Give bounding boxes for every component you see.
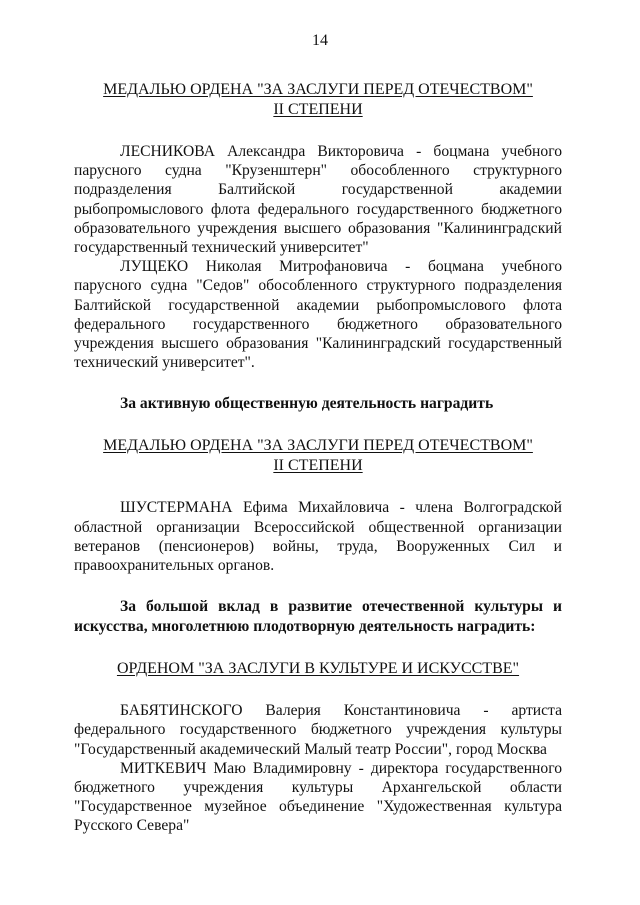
awardee-paragraph-mitkevich: МИТКЕВИЧ Маю Владимировну - директора государственного бюджетного учреждения культуры Архангельской области "Государственное музейное объединение "Художественная культура Русского Севера"	[74, 759, 562, 835]
award-heading-1-line-1: МЕДАЛЬЮ ОРДЕНА "ЗА ЗАСЛУГИ ПЕРЕД ОТЕЧЕСТВОМ"	[103, 81, 533, 98]
awardee-paragraph-shusterman: ШУСТЕРМАНА Ефима Михайловича - члена Волгоградской областной организации Всероссийской общественной организации ветеранов (пенсионеров) войны, труда, Вооруженных Сил и правоохранительных органов.	[74, 499, 562, 575]
award-heading-2-line-2: II СТЕПЕНИ	[273, 457, 363, 475]
awardee-paragraph-lushcheko: ЛУЩЕКО Николая Митрофановича - боцмана учебного парусного судна "Седов" обособленного структурного подразделения Балтийской государственной академии рыбопромыслового флота федерального государственного бюджетного образовательного учреждения высшего образования "Калининградский государственный технический университет".	[74, 258, 562, 372]
awardee-paragraph-babyatinsky: БАБЯТИНСКОГО Валерия Константиновича - артиста федерального государственного бюджетного учреждения культуры "Государственный академический Малый театр России", город Москва	[74, 702, 562, 758]
award-heading-3: ОРДЕНОМ "ЗА ЗАСЛУГИ В КУЛЬТУРЕ И ИСКУССТВЕ"	[116, 660, 520, 678]
page-number: 14	[312, 32, 328, 49]
award-reason-2: За большой вклад в развитие отечественной культуры и искусства, многолетнюю плодотворную деятельность наградить:	[74, 598, 562, 636]
awardee-paragraph-lesnikov: ЛЕСНИКОВА Александра Викторовича - боцмана учебного парусного судна "Крузенштерн" обособленного структурного подразделения Балтийской государственной академии рыбопромыслового флота федерального государственного бюджетного образовательного учреждения высшего образования "Калининградский государственный технический университет"	[74, 143, 562, 257]
award-heading-1-line-2: II СТЕПЕНИ	[273, 101, 363, 118]
document-body	[74, 80, 562, 836]
award-reason-1: За активную общественную деятельность наградить	[120, 395, 494, 413]
award-heading-2-line-1: МЕДАЛЬЮ ОРДЕНА "ЗА ЗАСЛУГИ ПЕРЕД ОТЕЧЕСТВОМ"	[103, 437, 533, 455]
